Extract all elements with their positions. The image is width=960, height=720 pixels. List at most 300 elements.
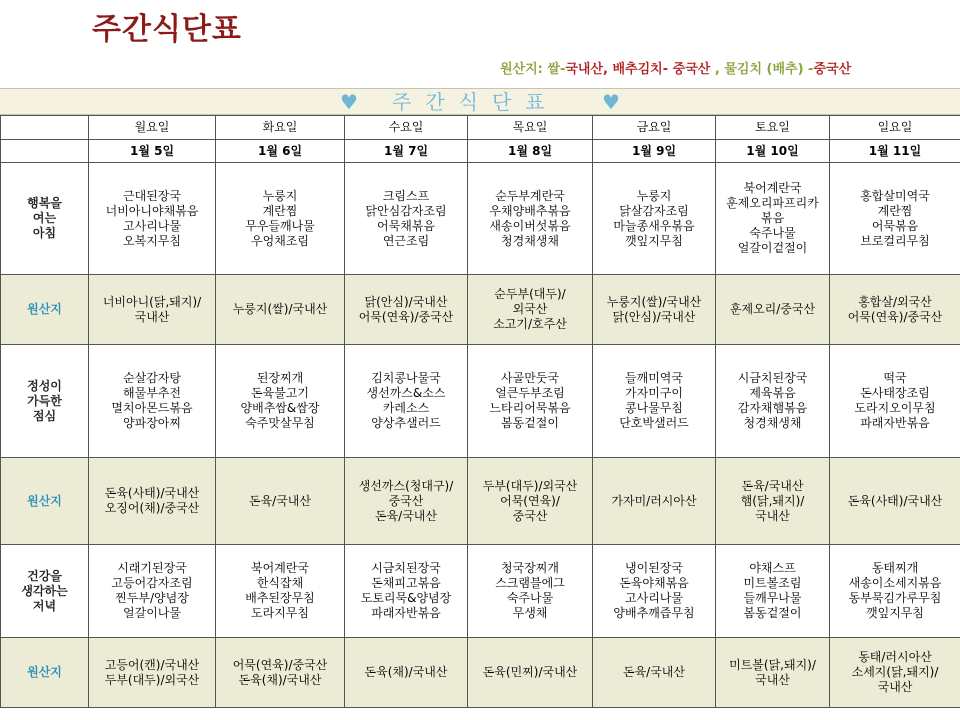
menu-item-text: 시금치된장국 — [737, 371, 808, 385]
menu-item-text: 고사리나물 — [123, 218, 181, 233]
menu-item-list — [216, 371, 344, 431]
lunch-row — [1, 345, 960, 458]
dinner-label — [1, 545, 89, 638]
menu-item-list — [216, 561, 344, 621]
lunch-origin-cell — [830, 458, 960, 545]
date-header: 1월 10일 — [716, 140, 830, 163]
origin-text-wrap — [468, 665, 592, 680]
dinner-origin-cell — [593, 638, 716, 708]
menu-item — [468, 401, 592, 416]
menu-item-list — [830, 371, 960, 431]
menu-item — [593, 606, 715, 621]
banner-title: 주간식단표 — [392, 90, 559, 114]
menu-item-text: 무생채 — [512, 606, 548, 620]
menu-item — [468, 219, 592, 234]
menu-item-text: 도라지오이무침 — [854, 401, 936, 415]
lunch-origin-cell — [89, 458, 216, 545]
corner-cell — [1, 116, 89, 140]
menu-item-text: 청국장찌개 — [501, 561, 559, 575]
lunch-menu-cell — [468, 345, 593, 458]
date-header: 1월 7일 — [345, 140, 468, 163]
menu-item-text: 계란찜 — [262, 203, 298, 218]
breakfast-label-text: 행복을 여는 아침 — [27, 196, 62, 240]
menu-item-text: 단호박샐러드 — [619, 416, 689, 430]
origin-note — [500, 58, 851, 77]
menu-item — [716, 226, 829, 241]
lunch-menu-cell — [345, 345, 468, 458]
menu-item — [468, 416, 592, 431]
menu-item-text: 멸치아몬드볶음 — [111, 401, 193, 415]
day-header: 목요일 — [468, 116, 593, 140]
origin-text: 너비아니(닭,돼지)/ 국내산 — [102, 294, 202, 324]
date-header: 1월 6일 — [216, 140, 345, 163]
menu-item-text: 사골만둣국 — [501, 371, 559, 385]
menu-item-list — [216, 189, 344, 249]
dinner-menu-cell — [593, 545, 716, 638]
menu-item — [830, 204, 960, 219]
menu-item — [216, 204, 344, 219]
breakfast-origin-cell — [830, 275, 960, 345]
menu-item — [468, 606, 592, 621]
menu-item — [716, 181, 829, 196]
menu-item — [89, 606, 215, 621]
lunch-menu-cell — [716, 345, 830, 458]
menu-item — [345, 576, 467, 591]
day-header: 토요일 — [716, 116, 830, 140]
menu-item-text: 순두부계란국 — [495, 188, 565, 203]
origin-text: 순두부(대두)/ 외국산 소고기/호주산 — [493, 287, 567, 331]
menu-item-text: 새송이버섯볶음 — [489, 218, 571, 233]
menu-item — [593, 401, 715, 416]
origin-text-wrap — [716, 479, 829, 524]
menu-item-text: 계란찜 — [877, 203, 913, 218]
menu-item-text: 봄동겉절이 — [501, 416, 559, 430]
day-header-row — [1, 116, 960, 140]
origin-text: 돈육(채)/국내산 — [364, 665, 448, 679]
origin-note-part: , 물김치 (배추) - — [710, 62, 814, 77]
menu-item — [345, 591, 467, 606]
menu-item — [593, 371, 715, 386]
menu-item — [830, 386, 960, 401]
day-header: 화요일 — [216, 116, 345, 140]
menu-item-text: 우엉채조림 — [251, 233, 309, 248]
lunch-label-text: 정성이 가득한 점심 — [27, 378, 62, 423]
origin-text-wrap — [216, 494, 344, 509]
menu-item-text: 돈육불고기 — [251, 386, 309, 400]
dinner-origin-row — [1, 638, 960, 708]
origin-text: 두부(대두)/외국산 어묵(연육)/ 중국산 — [482, 478, 578, 523]
menu-item-text: 배추된장무침 — [245, 591, 315, 605]
menu-item — [593, 234, 715, 249]
menu-item — [830, 576, 960, 591]
menu-item-text: 떡국 — [883, 371, 907, 385]
menu-item-text: 우채양배추볶음 — [489, 203, 571, 218]
menu-item-text: 냉이된장국 — [625, 561, 683, 575]
breakfast-origin-cell — [593, 275, 716, 345]
menu-item — [830, 401, 960, 416]
menu-item-text: 카레소스 — [382, 401, 430, 415]
menu-item-text: 브로컬리무침 — [860, 233, 930, 248]
origin-text-wrap — [216, 302, 344, 317]
origin-text: 돈육/국내산 — [248, 493, 311, 508]
menu-item — [89, 576, 215, 591]
menu-item-text: 순살감자탕 — [123, 371, 181, 385]
origin-note-part: 원산지: 쌀- — [500, 62, 566, 77]
menu-item — [345, 204, 467, 219]
origin-text: 누룽지(쌀)/국내산 닭(안심)/국내산 — [606, 294, 702, 324]
dinner-origin-cell — [468, 638, 593, 708]
menu-item — [345, 561, 467, 576]
menu-item-text: 훈제오리파프리카 볶음 — [726, 196, 819, 225]
menu-item-list — [89, 371, 215, 431]
dinner-origin-cell — [716, 638, 830, 708]
menu-item-text: 누룽지 — [636, 188, 672, 203]
menu-item-text: 깻잎지무침 — [866, 606, 924, 620]
menu-item — [468, 386, 592, 401]
lunch-menu-cell — [89, 345, 216, 458]
menu-item — [830, 591, 960, 606]
menu-item-text: 닭살감자조림 — [619, 203, 689, 218]
menu-item — [89, 416, 215, 431]
menu-item — [716, 591, 829, 606]
menu-item — [716, 371, 829, 386]
menu-item-text: 연근조림 — [382, 233, 430, 248]
origin-text-wrap — [468, 287, 592, 332]
menu-item — [89, 401, 215, 416]
menu-item — [468, 576, 592, 591]
menu-item-text: 김치콩나물국 — [371, 371, 441, 385]
menu-item-text: 파래자반볶음 — [371, 606, 441, 620]
menu-item-text: 봄동겉절이 — [743, 606, 802, 620]
menu-item — [468, 189, 592, 204]
menu-item — [89, 219, 215, 234]
menu-item-text: 시금치된장국 — [371, 561, 441, 575]
menu-item-list — [593, 189, 715, 249]
menu-item-text: 누룽지 — [262, 188, 298, 203]
menu-item-text: 돈육야채볶음 — [619, 576, 689, 590]
origin-text: 훈제오리/중국산 — [729, 302, 816, 316]
menu-item-list — [345, 189, 467, 249]
breakfast-row — [1, 163, 960, 275]
menu-item-text: 해물부추전 — [123, 386, 181, 400]
menu-item — [593, 576, 715, 591]
menu-item-text: 새송이소세지볶음 — [848, 576, 942, 590]
lunch-label — [1, 345, 89, 458]
lunch-menu-cell — [216, 345, 345, 458]
origin-text-wrap — [468, 479, 592, 524]
menu-item — [468, 591, 592, 606]
origin-text: 동태/러시아산 소세지(닭,돼지)/ 국내산 — [851, 650, 939, 694]
day-header: 월요일 — [89, 116, 216, 140]
menu-item-text: 된장찌개 — [256, 371, 304, 385]
origin-label: 원산지 — [1, 275, 89, 345]
breakfast-menu-cell — [345, 163, 468, 275]
breakfast-origin-cell — [345, 275, 468, 345]
menu-item-text: 근대된장국 — [123, 188, 181, 203]
menu-item-text: 돈채피고볶음 — [371, 576, 441, 590]
menu-item — [716, 386, 829, 401]
origin-text-wrap — [830, 650, 960, 695]
menu-item-list — [468, 561, 592, 621]
lunch-origin-cell — [468, 458, 593, 545]
origin-text: 돈육/국내산 — [622, 665, 685, 679]
corner-cell — [1, 140, 89, 163]
menu-item-text: 청경채생채 — [743, 416, 802, 430]
menu-item — [345, 416, 467, 431]
heart-icon: ♥ — [602, 90, 620, 114]
menu-item — [830, 189, 960, 204]
origin-text-wrap — [593, 295, 715, 325]
menu-item-text: 스크램블에그 — [495, 576, 565, 590]
menu-item-list — [830, 189, 960, 249]
menu-item — [593, 416, 715, 431]
menu-item — [216, 219, 344, 234]
menu-item-text: 들깨미역국 — [625, 371, 683, 385]
menu-item-text: 홍합살미역국 — [860, 188, 930, 203]
menu-item — [830, 234, 960, 249]
menu-item-text: 파래자반볶음 — [860, 416, 930, 430]
origin-text: 돈육(민찌)/국내산 — [482, 665, 578, 679]
menu-item — [216, 561, 344, 576]
menu-item-list — [89, 561, 215, 621]
breakfast-menu-cell — [593, 163, 716, 275]
menu-item — [830, 371, 960, 386]
menu-item-text: 숙주맛살무침 — [245, 416, 315, 430]
menu-item-list — [345, 561, 467, 621]
origin-text-wrap — [716, 302, 829, 317]
breakfast-origin-cell — [216, 275, 345, 345]
menu-item — [345, 189, 467, 204]
origin-text-wrap — [345, 665, 467, 680]
menu-item — [89, 234, 215, 249]
date-header: 1월 5일 — [89, 140, 216, 163]
menu-item-text: 미트볼조림 — [743, 576, 802, 590]
menu-item — [716, 606, 829, 621]
date-header: 1월 9일 — [593, 140, 716, 163]
menu-item-list — [468, 371, 592, 431]
menu-item — [345, 386, 467, 401]
breakfast-origin-row — [1, 275, 960, 345]
menu-item-list — [593, 371, 715, 431]
breakfast-origin-cell — [716, 275, 830, 345]
menu-item — [216, 401, 344, 416]
lunch-origin-cell — [345, 458, 468, 545]
menu-item-text: 제육볶음 — [749, 386, 796, 400]
origin-text-wrap — [345, 479, 467, 524]
dinner-menu-cell — [468, 545, 593, 638]
origin-text-wrap — [593, 494, 715, 509]
menu-item-text: 동부묵김가루무침 — [848, 591, 942, 605]
menu-item-text: 어묵채볶음 — [377, 218, 435, 233]
menu-item-list — [716, 561, 829, 621]
origin-label: 원산지 — [1, 458, 89, 545]
menu-item-text: 크림스프 — [382, 188, 430, 203]
dinner-menu-cell — [345, 545, 468, 638]
menu-item-text: 마늘종새우볶음 — [613, 218, 695, 233]
lunch-origin-cell — [716, 458, 830, 545]
origin-text-wrap — [593, 665, 715, 680]
menu-item-text: 양배추쌈&쌈장 — [240, 401, 320, 415]
menu-item-text: 닭안심감자조림 — [365, 203, 447, 218]
dinner-origin-cell — [89, 638, 216, 708]
menu-item-text: 북어계란국 — [251, 561, 309, 575]
menu-item-text: 한식잡채 — [256, 576, 304, 590]
menu-item-text: 느타리어묵볶음 — [489, 401, 571, 415]
menu-item-text: 오복지무침 — [123, 233, 181, 248]
dinner-origin-cell — [345, 638, 468, 708]
day-header: 일요일 — [830, 116, 960, 140]
origin-text: 미트볼(닭,돼지)/ 국내산 — [729, 657, 816, 687]
origin-label: 원산지 — [1, 638, 89, 708]
origin-text-wrap — [345, 295, 467, 325]
menu-item — [89, 371, 215, 386]
menu-item-text: 고등어감자조림 — [111, 576, 193, 590]
menu-item-text: 얼갈이겉절이 — [737, 241, 808, 255]
menu-item — [89, 561, 215, 576]
origin-text: 돈육/국내산 햄(닭,돼지)/ 국내산 — [740, 478, 805, 523]
dinner-menu-cell — [716, 545, 830, 638]
origin-note-highlight: 중국산 — [813, 62, 852, 77]
menu-item-list — [89, 189, 215, 249]
menu-item — [345, 401, 467, 416]
lunch-origin-cell — [593, 458, 716, 545]
menu-item — [593, 219, 715, 234]
menu-item — [468, 234, 592, 249]
menu-item-text: 양파장아찌 — [123, 416, 181, 430]
breakfast-menu-cell — [830, 163, 960, 275]
menu-item-text: 동태찌개 — [871, 561, 919, 575]
origin-text: 고등어(캔)/국내산 두부(대두)/외국산 — [104, 657, 200, 687]
menu-item — [345, 371, 467, 386]
menu-item-list — [345, 371, 467, 431]
origin-text: 생선까스(청대구)/ 중국산 돈육/국내산 — [358, 478, 454, 523]
breakfast-menu-cell — [216, 163, 345, 275]
origin-text: 누룽지(쌀)/국내산 — [232, 302, 328, 316]
date-header: 1월 11일 — [830, 140, 960, 163]
origin-text: 홍합살/외국산 어묵(연육)/중국산 — [847, 294, 943, 324]
menu-item — [345, 234, 467, 249]
menu-item — [89, 386, 215, 401]
menu-item — [716, 561, 829, 576]
dinner-row — [1, 545, 960, 638]
breakfast-origin-cell — [468, 275, 593, 345]
dinner-label-text: 건강을 생각하는 저녁 — [21, 568, 68, 613]
menu-item — [593, 561, 715, 576]
menu-item — [716, 401, 829, 416]
dinner-menu-cell — [89, 545, 216, 638]
menu-item-text: 깻잎지무침 — [625, 233, 683, 248]
origin-text-wrap — [830, 295, 960, 325]
menu-item — [830, 561, 960, 576]
origin-text: 돈육(사태)/국내산 오징어(채)/중국산 — [104, 486, 200, 515]
menu-item-text: 시래기된장국 — [117, 561, 187, 575]
day-header: 수요일 — [345, 116, 468, 140]
menu-item-text: 청경채생채 — [501, 233, 559, 248]
menu-item — [468, 204, 592, 219]
dinner-origin-cell — [830, 638, 960, 708]
menu-item-text: 감자채햄볶음 — [737, 401, 808, 415]
origin-text-wrap — [830, 494, 960, 509]
menu-item-text: 들깨무나물 — [743, 591, 802, 605]
origin-note-highlight: 중국산 — [672, 62, 711, 77]
menu-item-text: 고사리나물 — [625, 591, 683, 605]
date-header: 1월 8일 — [468, 140, 593, 163]
day-header: 금요일 — [593, 116, 716, 140]
page-title: 주간식단표 — [92, 12, 242, 47]
origin-text-wrap — [89, 658, 215, 688]
menu-item — [345, 219, 467, 234]
menu-item-text: 콩나물무침 — [625, 401, 683, 415]
menu-item-text: 너비아니야채볶음 — [105, 203, 199, 218]
menu-item — [830, 416, 960, 431]
lunch-menu-cell — [830, 345, 960, 458]
menu-item-text: 생선까스&소스 — [366, 386, 446, 400]
origin-text-wrap — [716, 658, 829, 688]
banner — [0, 88, 960, 115]
menu-item-text: 양배추깨즙무침 — [613, 606, 695, 620]
origin-text: 가자미/러시아산 — [611, 493, 697, 508]
breakfast-menu-cell — [716, 163, 830, 275]
menu-item — [216, 234, 344, 249]
menu-item — [216, 371, 344, 386]
origin-text-wrap — [89, 486, 215, 516]
breakfast-menu-cell — [468, 163, 593, 275]
menu-item — [89, 591, 215, 606]
menu-item-text: 무우들깨나물 — [245, 218, 315, 233]
menu-item-text: 돈사태장조림 — [860, 386, 930, 400]
date-header-row — [1, 140, 960, 163]
menu-item — [89, 189, 215, 204]
menu-item-text: 숙주나물 — [506, 591, 554, 605]
menu-item — [468, 561, 592, 576]
menu-item-list — [593, 561, 715, 621]
menu-item-text: 어묵볶음 — [871, 218, 919, 233]
heart-icon: ♥ — [340, 90, 358, 114]
breakfast-menu-cell — [89, 163, 216, 275]
menu-item — [593, 591, 715, 606]
menu-item-text: 찐두부/양념장 — [115, 591, 189, 605]
breakfast-label — [1, 163, 89, 275]
menu-item-list — [716, 181, 829, 256]
menu-item-list — [830, 561, 960, 621]
menu-item — [593, 386, 715, 401]
breakfast-origin-cell — [89, 275, 216, 345]
menu-item — [216, 606, 344, 621]
origin-text: 닭(안심)/국내산 어묵(연육)/중국산 — [358, 294, 454, 324]
origin-text: 어묵(연육)/중국산 돈육(채)/국내산 — [232, 657, 328, 687]
menu-item — [216, 416, 344, 431]
dinner-menu-cell — [830, 545, 960, 638]
menu-item-text: 양상추샐러드 — [371, 416, 441, 430]
menu-item — [830, 606, 960, 621]
menu-item-text: 도토리묵&양념장 — [360, 591, 452, 605]
menu-item — [89, 204, 215, 219]
menu-item — [216, 386, 344, 401]
menu-item — [716, 196, 829, 226]
menu-item — [468, 371, 592, 386]
lunch-menu-cell — [593, 345, 716, 458]
menu-item-text: 얼갈이나물 — [123, 606, 181, 620]
origin-note-highlight: 국내산, 배추김치- — [565, 62, 673, 77]
lunch-origin-row — [1, 458, 960, 545]
menu-item — [593, 204, 715, 219]
menu-item-text: 북어계란국 — [743, 181, 802, 195]
menu-item-text: 숙주나물 — [749, 226, 796, 240]
menu-item — [716, 241, 829, 256]
menu-item — [345, 606, 467, 621]
menu-item — [716, 576, 829, 591]
menu-item-text: 가자미구이 — [625, 386, 683, 400]
